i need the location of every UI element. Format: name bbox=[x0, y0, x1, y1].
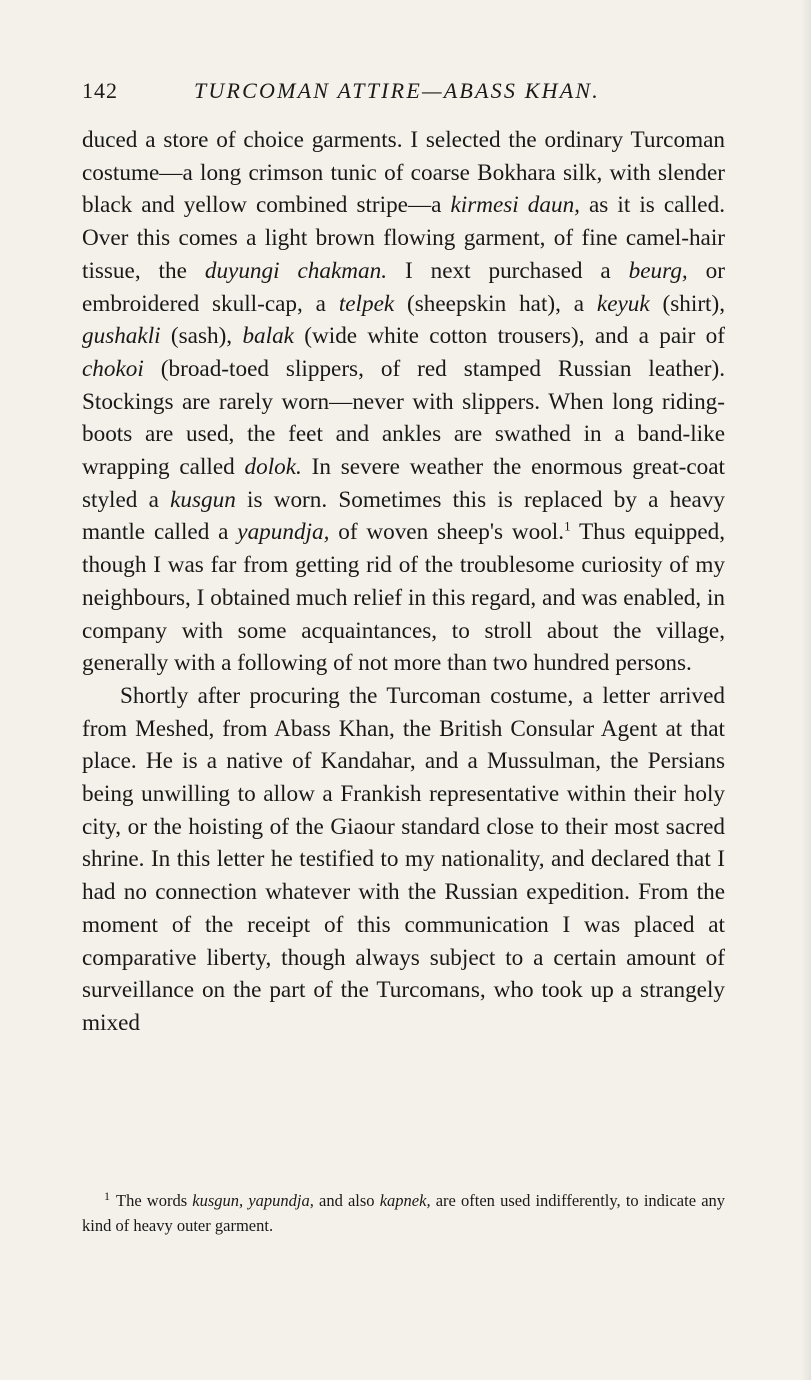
page-number: 142 bbox=[82, 78, 118, 103]
text-run: or embroidered skull-cap, a bbox=[82, 257, 725, 317]
footnote bbox=[82, 1188, 725, 1238]
text-run: and also bbox=[313, 1191, 380, 1210]
footnote-marker: 1 bbox=[104, 1188, 110, 1203]
italic-term: kirmesi daun, bbox=[450, 192, 580, 219]
italic-term: chokoi bbox=[82, 355, 144, 382]
text-run: duced a store of choice garments. I selected the ordinary Turcoman costume—a long crimson tunic of coarse Bokhara silk, with slender black and yellow combined stripe—a bbox=[82, 127, 725, 219]
footnote-reference[interactable]: 1 bbox=[564, 518, 571, 534]
text-run: are often used indifferently, to indicate any kind of heavy outer garment. bbox=[82, 1191, 726, 1235]
page-header bbox=[82, 78, 722, 108]
italic-term: beurg, bbox=[628, 257, 688, 284]
italic-term: yapundja, bbox=[237, 519, 330, 546]
footnote-text bbox=[82, 1188, 725, 1238]
italic-term: gushakli bbox=[82, 323, 161, 350]
text-run: of woven sheep's wool. bbox=[329, 519, 565, 546]
text-run: (broad-toed slippers, of red stamped Russian leather). Stockings are rarely worn—never with slippers. When long riding-boots are used, the feet and ankles are swathed in a band-like wrapping called bbox=[82, 355, 725, 481]
text-run: (sash), bbox=[160, 323, 243, 350]
italic-term: keyuk bbox=[596, 290, 650, 317]
italic-term: balak bbox=[242, 323, 294, 350]
italic-term: kusgun bbox=[170, 486, 236, 513]
italic-term: dolok. bbox=[244, 454, 302, 481]
italic-term: kapnek, bbox=[379, 1191, 431, 1210]
body-text bbox=[82, 124, 725, 1040]
text-run: (shirt), bbox=[649, 290, 726, 317]
text-run: (wide white cotton trousers), and a pair of bbox=[293, 323, 725, 350]
text-run: In severe weather the enormous great-coat styled a bbox=[82, 454, 725, 513]
italic-term: kusgun, yapundja, bbox=[192, 1191, 314, 1210]
italic-term: duyungi chakman. bbox=[204, 257, 387, 284]
text-run: I next purchased a bbox=[387, 257, 629, 284]
text-run: (sheepskin hat), a bbox=[394, 290, 597, 317]
text-run: Thus equipped, though I was far from getting rid of the troublesome curiosity of my neighbours, I obtained much relief in this regard, and was enabled, in company with some acquaintances, to stroll about the village, generally with a following of not more than two hundred persons. bbox=[82, 519, 725, 677]
text-run: is worn. Sometimes this is replaced by a heavy mantle called a bbox=[82, 486, 725, 546]
running-head: TURCOMAN ATTIRE—ABASS KHAN. bbox=[194, 78, 600, 103]
paragraph-costume bbox=[82, 124, 725, 680]
text-run: as it is called. Over this comes a light brown flowing garment, of fine camel-hair tissue, the bbox=[82, 192, 725, 284]
text-run: The words bbox=[116, 1191, 193, 1210]
italic-term: telpek bbox=[338, 290, 395, 317]
page-gutter-shadow bbox=[801, 0, 811, 1380]
paragraph-abass-khan: Shortly after procuring the Turcoman costume, a letter arrived from Meshed, from Abass Khan, the British Consular Agent at that place. He is a native of Kandahar, and a Mussulman, the Persians being unwilling to allow a Frankish representative within their holy city, or the hoisting of the Giaour standard close to their most sacred shrine. In this letter he testified to my nationality, and declared that I had no connection whatever with the Russian expedition. From the moment of the receipt of this communication I was placed at comparative liberty, though always subject to a certain amount of surveillance on the part of the Turcomans, who took up a strangely mixed bbox=[82, 682, 725, 1036]
